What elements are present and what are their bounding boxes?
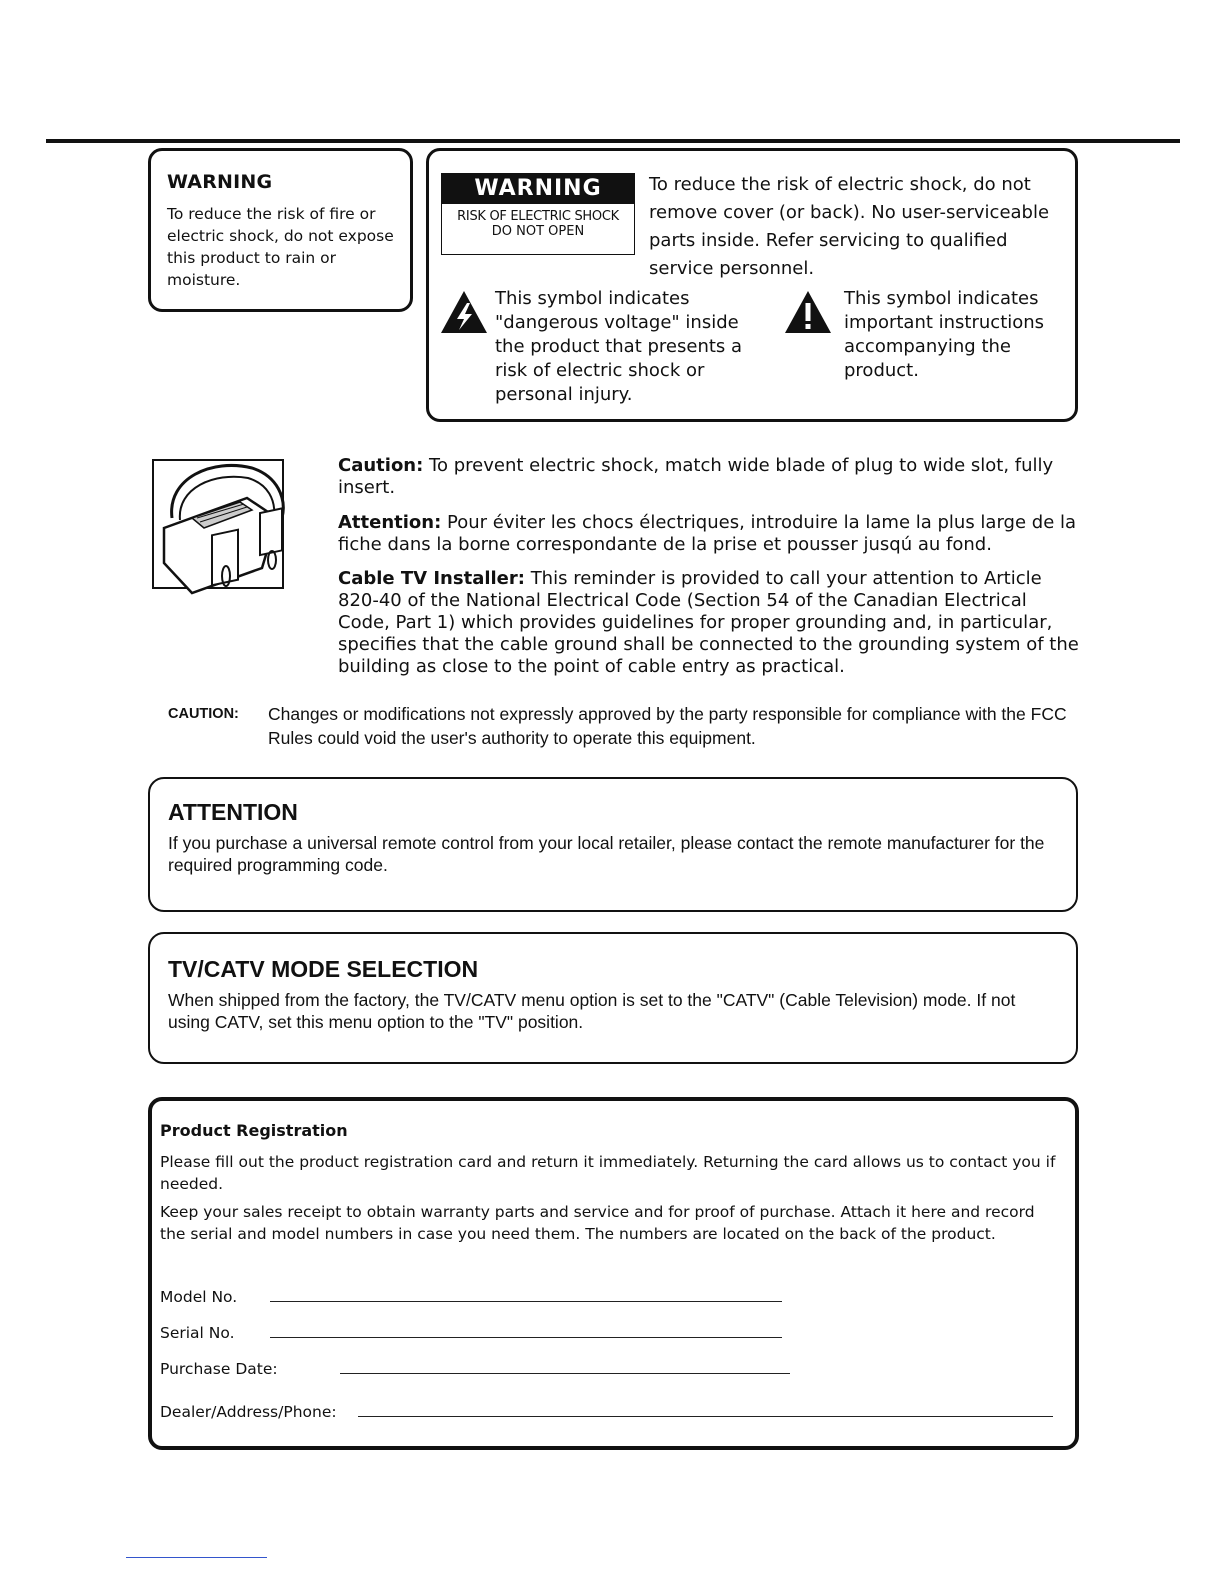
polarized-plug-icon <box>152 458 302 608</box>
purchase-date-line[interactable] <box>340 1373 790 1374</box>
shock-label-line2: DO NOT OPEN <box>491 224 585 239</box>
plug-attention-text: Pour éviter les chocs électriques, introduire la lame la plus large de la fiche dans la borne correspondante de la prise et pousser jusqú au fond. <box>338 512 1077 555</box>
cable-installer-label: Cable TV Installer: <box>338 568 525 589</box>
plug-attention-label: Attention: <box>338 512 442 533</box>
shock-warning-box <box>426 148 1078 422</box>
shock-warning-intro: To reduce the risk of electric shock, do not remove cover (or back). No user-serviceable parts inside. Refer servicing to qualified service personnel. <box>649 174 1050 279</box>
lightning-triangle-icon <box>439 289 489 335</box>
top-rule <box>46 139 1180 143</box>
model-number-label: Model No. <box>160 1288 238 1306</box>
attention-heading: ATTENTION <box>168 799 298 825</box>
exclamation-triangle-icon <box>783 289 833 335</box>
fire-warning-heading: WARNING <box>167 171 273 193</box>
shock-label-heading: WARNING <box>442 174 634 204</box>
shock-label-line1: RISK OF ELECTRIC SHOCK <box>457 209 619 224</box>
dealer-line[interactable] <box>358 1416 1053 1417</box>
plug-attention-note <box>338 512 1078 556</box>
plug-caution-label: Caution: <box>338 455 424 476</box>
shock-warning-label <box>441 173 635 255</box>
fcc-caution-label: CAUTION: <box>168 706 239 722</box>
fire-warning-text: To reduce the risk of fire or electric shock, do not expose this product to rain or moisture. <box>167 205 394 289</box>
fcc-caution-text: Changes or modifications not expressly approved by the party responsible for compliance with the FCC Rules could void the user's authority to operate this equipment. <box>268 704 1067 748</box>
cable-installer-note <box>338 568 1083 678</box>
attention-text: If you purchase a universal remote control from your local retailer, please contact the remote manufacturer for the required programming code. <box>168 833 1045 875</box>
serial-number-label: Serial No. <box>160 1324 235 1342</box>
registration-para1: Please fill out the product registration card and return it immediately. Returning the card allows us to contact you if needed. <box>160 1153 1056 1193</box>
plug-caution-note <box>338 455 1078 499</box>
cable-installer-text: This reminder is provided to call your attention to Article 820-40 of the National Electrical Code (Section 54 of the Canadian Electrical Code, Part 1) which provides guidelines for proper grounding and, in particular, specifies that the cable ground shall be connected to the grounding system of the building as close to the point of cable entry as practical. <box>338 568 1079 677</box>
dealer-label: Dealer/Address/Phone: <box>160 1403 337 1421</box>
mode-heading: TV/CATV MODE SELECTION <box>168 956 479 982</box>
registration-heading: Product Registration <box>160 1121 348 1140</box>
serial-number-line[interactable] <box>270 1337 782 1338</box>
purchase-date-label: Purchase Date: <box>160 1360 278 1378</box>
mode-selection-box <box>148 932 1078 1064</box>
plug-caution-text: To prevent electric shock, match wide blade of plug to wide slot, fully insert. <box>338 455 1054 498</box>
footer-rule <box>126 1557 267 1558</box>
product-registration-box <box>148 1097 1079 1450</box>
fire-warning-box <box>148 148 413 312</box>
model-number-line[interactable] <box>270 1301 782 1302</box>
remote-attention-box <box>148 777 1078 912</box>
mode-text: When shipped from the factory, the TV/CATV menu option is set to the "CATV" (Cable Television) mode. If not using CATV, set this menu option to the "TV" position. <box>168 990 1016 1032</box>
instructions-symbol-text: This symbol indicates important instructions accompanying the product. <box>844 288 1045 381</box>
voltage-symbol-text: This symbol indicates "dangerous voltage" inside the product that presents a risk of electric shock or personal injury. <box>495 288 743 405</box>
registration-para2: Keep your sales receipt to obtain warranty parts and service and for proof of purchase. Attach it here and record the serial and model numbers in case you need them. The numbers are located on the back of the product. <box>160 1203 1035 1243</box>
